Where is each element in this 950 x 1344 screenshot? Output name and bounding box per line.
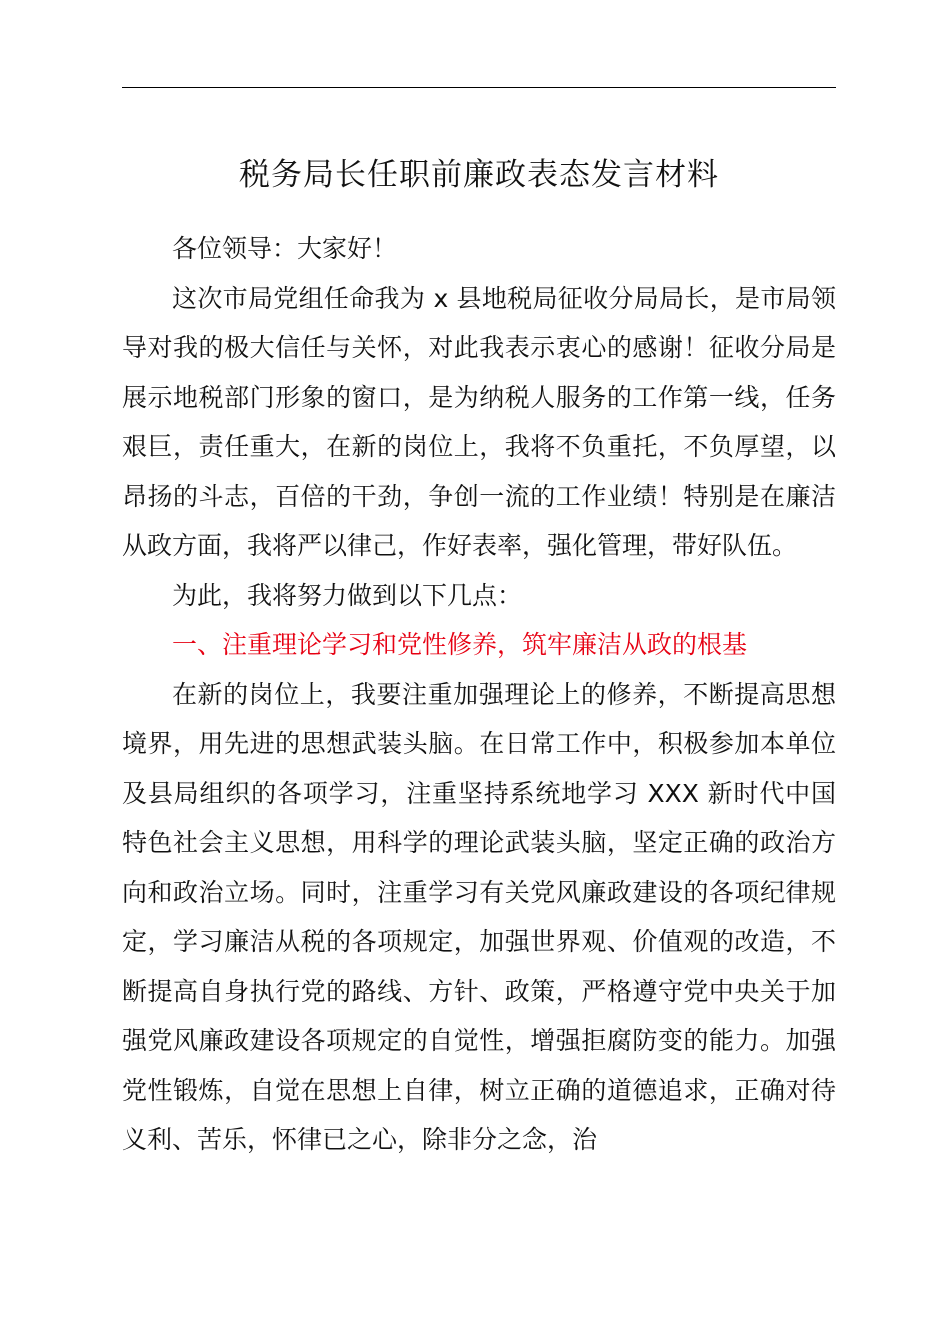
document-body	[122, 224, 836, 1165]
section-heading: 一、注重理论学习和党性修养，筑牢廉洁从政的根基	[172, 630, 748, 659]
header-rule	[122, 87, 836, 88]
greeting: 各位领导：大家好！	[172, 234, 398, 263]
paragraph-appointment: 这次市局党组任命我为 x 县地税局征收分局局长，是市局领导对我的极大信任与关怀，对此我表示衷心的感谢！征收分局是展示地税部门形象的窗口，是为纳税人服务的工作第一线，任务艰巨，责任重大，在新的岗位上，我将不负重托，不负厚望，以昂扬的斗志，百倍的干劲，争创一流的工作业绩！特别是在廉洁从政方面，我将严以律己，作好表率，强化管理，带好队伍。	[122, 283, 836, 560]
paragraph-intro-points: 为此，我将努力做到以下几点：	[172, 580, 523, 610]
document-title: 税务局长任职前廉政表态发言材料	[239, 157, 719, 193]
section-paragraph: 在新的岗位上，我要注重加强理论上的修养，不断提高思想境界，用先进的思想武装头脑。在日常工作中，积极参加本单位及县局组织的各项学习，注重坚持系统地学习 XXX 新时代中国特色社会主义思想，用科学的理论武装头脑，坚定正确的政治方向和政治立场。同时，注重学习有关党风廉政建设的各项纪律规定，学习廉洁从税的各项规定，加强世界观、价值观的改造，不断提高自身执行党的路线、方针、政策，严格遵守党中央关于加强党风廉政建设各项规定的自觉性，增强拒腐防变的能力。加强党性锻炼，自觉在思想上自律，树立正确的道德追求，正确对待义利、苦乐，怀律已之心，除非分之念，治	[122, 679, 836, 1154]
